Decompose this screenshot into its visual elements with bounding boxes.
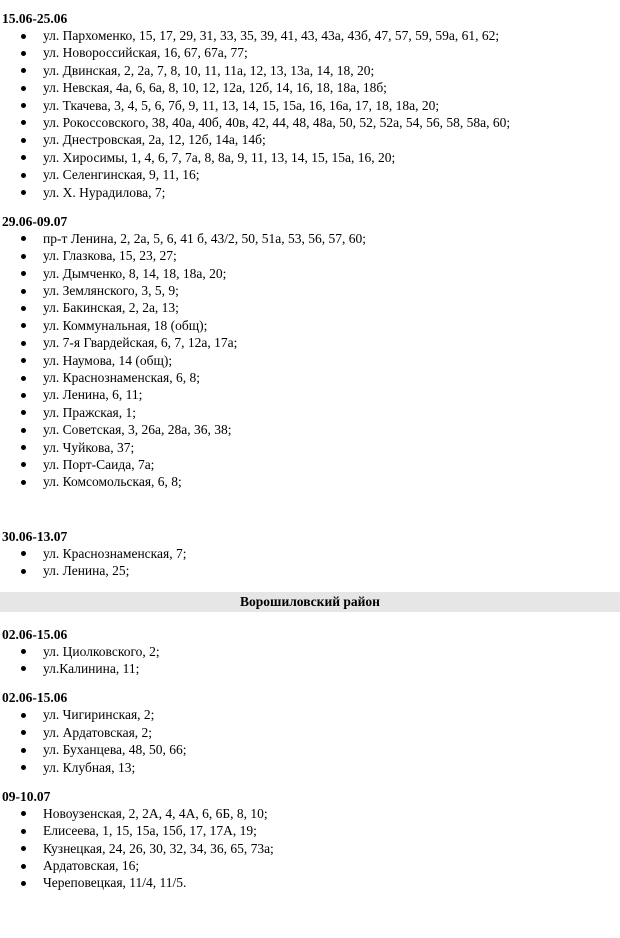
address-text: ул. Землянского, 3, 5, 9; [43, 283, 179, 299]
bullet-icon [21, 358, 26, 363]
date-range-header: 15.06-25.06 [2, 11, 68, 26]
bullet-icon [21, 713, 26, 718]
bullet-icon [21, 173, 26, 178]
list-item [0, 759, 620, 776]
address-text: Елисеева, 1, 15, 15а, 15б, 17, 17А, 19; [43, 823, 257, 839]
date-range-header: 09-10.07 [2, 788, 51, 804]
list-item [0, 184, 620, 201]
schedule-section [0, 626, 620, 678]
list-item [0, 265, 620, 282]
list-item [0, 282, 620, 299]
address-text: ул. Чигиринская, 2; [43, 707, 155, 723]
list-item [0, 44, 620, 61]
bullet-icon [21, 551, 26, 556]
address-text: ул. Х. Нурадилова, 7; [43, 184, 166, 200]
address-text: ул. Наумова, 14 (общ); [43, 352, 173, 368]
bullet-icon [21, 393, 26, 398]
address-text: ул. Пражская, 1; [43, 404, 137, 420]
bullet-icon [21, 376, 26, 381]
bullet-icon [21, 138, 26, 143]
list-item [0, 857, 620, 874]
address-text: ул. Ардатовская, 2; [43, 724, 153, 740]
address-text: ул. Рокоссовского, 38, 40а, 40б, 40в, 42, 44, 48, 48а, 50, 52, 52а, 54, 56, 58, 58а, 60; [43, 114, 511, 130]
list-item [0, 562, 620, 579]
address-text: ул. Комсомольская, 6, 8; [43, 474, 182, 490]
address-text: Череповецкая, 11/4, 11/5. [43, 875, 187, 891]
address-text: ул. Краснознаменская, 7; [43, 545, 187, 561]
list-item [0, 166, 620, 183]
address-text: Ардатовская, 16; [43, 858, 140, 874]
bullet-icon [21, 428, 26, 433]
list-item [0, 230, 620, 247]
address-list [0, 805, 620, 892]
date-range-header: 02.06-15.06 [2, 690, 68, 706]
schedule-section [0, 689, 620, 776]
address-text: пр-т Ленина, 2, 2а, 5, 6, 41 б, 43/2, 50, 51а, 53, 56, 57, 60; [43, 230, 366, 246]
address-text: ул. Селенгинская, 9, 11, 16; [43, 167, 200, 183]
list-item [0, 660, 620, 677]
list-item [0, 724, 620, 741]
list-item [0, 131, 620, 148]
bullet-icon [21, 68, 26, 73]
bullet-icon [21, 341, 26, 346]
bullet-icon [21, 289, 26, 294]
date-range-header: 29.06-09.07 [2, 213, 68, 229]
list-item [0, 114, 620, 131]
address-text: ул. Клубная, 13; [43, 759, 136, 775]
bullet-icon [21, 254, 26, 259]
address-text: Кузнецкая, 24, 26, 30, 32, 34, 36, 65, 73а; [43, 840, 274, 856]
list-item [0, 840, 620, 857]
address-text: ул. Невская, 4а, 6, 6а, 8, 10, 12, 12а, 12б, 14, 16, 18, 18а, 18б; [43, 80, 387, 96]
document [0, 10, 620, 892]
bullet-icon [21, 649, 26, 654]
list-item [0, 741, 620, 758]
bullet-icon [21, 190, 26, 195]
bullet-icon [21, 51, 26, 56]
bullet-icon [21, 765, 26, 770]
address-list [0, 545, 620, 580]
date-range-header: 02.06-15.06 [2, 626, 68, 642]
schedule-section [0, 10, 620, 201]
list-item [0, 822, 620, 839]
list-item [0, 805, 620, 822]
address-text: Новоузенская, 2, 2А, 4, 4А, 6, 6Б, 8, 10; [43, 805, 268, 821]
list-item [0, 643, 620, 660]
address-text: ул. Буханцева, 48, 50, 66; [43, 742, 187, 758]
list-item [0, 439, 620, 456]
address-text: ул. Ленина, 6, 11; [43, 387, 143, 403]
list-item [0, 27, 620, 44]
schedule-section [0, 528, 620, 580]
address-list [0, 27, 620, 201]
list-item [0, 247, 620, 264]
district-header: Ворошиловский район [0, 592, 620, 612]
bullet-icon [21, 306, 26, 311]
bullet-icon [21, 271, 26, 276]
list-item [0, 874, 620, 891]
list-item [0, 386, 620, 403]
list-item [0, 473, 620, 490]
bullet-icon [21, 730, 26, 735]
bullet-icon [21, 480, 26, 485]
bullet-icon [21, 86, 26, 91]
address-text: ул. Циолковского, 2; [43, 643, 160, 659]
bullet-icon [21, 846, 26, 851]
bullet-icon [21, 155, 26, 160]
list-item [0, 149, 620, 166]
list-item [0, 404, 620, 421]
list-item [0, 352, 620, 369]
list-item [0, 545, 620, 562]
address-list [0, 706, 620, 776]
address-list [0, 643, 620, 678]
address-text: ул. Двинская, 2, 2а, 7, 8, 10, 11, 11а, 12, 13, 13а, 14, 18, 20; [43, 62, 375, 78]
address-text: ул. Советская, 3, 26а, 28а, 36, 38; [43, 422, 232, 438]
address-text: ул. 7-я Гвардейская, 6, 7, 12а, 17а; [43, 335, 238, 351]
schedule-section [0, 213, 620, 491]
address-text: ул. Бакинская, 2, 2а, 13; [43, 300, 179, 316]
bullet-icon [21, 462, 26, 467]
list-item [0, 317, 620, 334]
bullet-icon [21, 34, 26, 39]
address-text: ул. Ленина, 25; [43, 563, 130, 579]
list-item [0, 299, 620, 316]
address-text: ул.Калинина, 11; [43, 660, 140, 676]
list-item [0, 334, 620, 351]
address-text: ул. Пархоменко, 15, 17, 29, 31, 33, 35, 39, 41, 43, 43а, 43б, 47, 57, 59, 59а, 61, 62; [43, 28, 500, 43]
bullet-icon [21, 829, 26, 834]
address-text: ул. Новороссийская, 16, 67, 67а, 77; [43, 45, 248, 61]
bullet-icon [21, 748, 26, 753]
list-item [0, 97, 620, 114]
list-item [0, 79, 620, 96]
bullet-icon [21, 569, 26, 574]
bullet-icon [21, 323, 26, 328]
address-text: ул. Чуйкова, 37; [43, 439, 135, 455]
address-text: ул. Ткачева, 3, 4, 5, 6, 7б, 9, 11, 13, 14, 15, 15а, 16, 16а, 17, 18, 18а, 20; [43, 97, 440, 113]
bullet-icon [21, 445, 26, 450]
bullet-icon [21, 103, 26, 108]
list-item [0, 369, 620, 386]
address-text: ул. Хиросимы, 1, 4, 6, 7, 7а, 8, 8а, 9, 11, 13, 14, 15, 15а, 16, 20; [43, 149, 396, 165]
address-list [0, 230, 620, 491]
address-text: ул. Глазкова, 15, 23, 27; [43, 248, 177, 264]
bullet-icon [21, 864, 26, 869]
address-text: ул. Краснознаменская, 6, 8; [43, 370, 200, 386]
date-range-header: 30.06-13.07 [2, 528, 68, 544]
list-item [0, 456, 620, 473]
bullet-icon [21, 410, 26, 415]
list-item [0, 706, 620, 723]
bullet-icon [21, 666, 26, 671]
bullet-icon [21, 236, 26, 241]
address-text: ул. Порт-Саида, 7а; [43, 456, 155, 472]
address-text: ул. Дымченко, 8, 14, 18, 18а, 20; [43, 265, 227, 281]
address-text: ул. Коммунальная, 18 (общ); [43, 317, 208, 333]
bullet-icon [21, 811, 26, 816]
bullet-icon [21, 120, 26, 125]
bullet-icon [21, 881, 26, 886]
list-item [0, 421, 620, 438]
schedule-section [0, 788, 620, 892]
address-text: ул. Днестровская, 2а, 12, 12б, 14а, 14б; [43, 132, 266, 148]
list-item [0, 62, 620, 79]
